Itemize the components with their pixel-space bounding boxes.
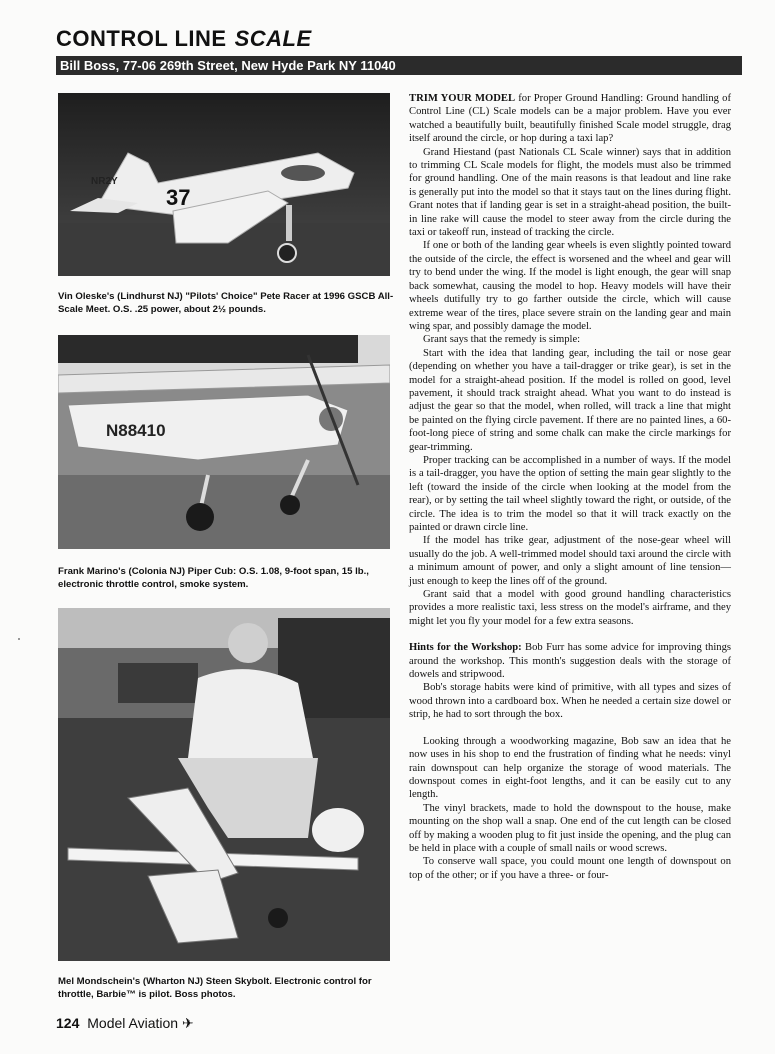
paragraph: To conserve wall space, you could mount one length of downspout on top of the other; or if you have a three- or four- (409, 856, 731, 881)
section-lead: TRIM YOUR MODEL (409, 93, 516, 104)
paragraph: Hints for the Workshop: Bob Furr has some advice for improving things around the workshop. This month's suggestion deals with the storage of dowels and stripwood. (409, 642, 731, 681)
photo-steen-skybolt (58, 608, 390, 961)
page-number: 124 (56, 1015, 80, 1031)
paragraph: If the model has trike gear, adjustment of the nose-gear wheel will usually do the job. A well-trimmed model should taxi around the circle with a minimum amount of power, and only a slight amount of line tension—just enough to keep the lines off of the ground. (409, 535, 731, 587)
paragraph: If one or both of the landing gear wheels is even slightly pointed toward the outside of the circle, the effect is worsened and the wheel and gear will try to bend under the wing. If the model is light enough, the gear will snap back somewhat, causing the model to hop. Heavy models will have their wheels dutifully try to go farther outside the circle, which will cause extreme wear of the tires, place severe strain on the landing gear and main wing spar, and possibly damage the model. (409, 240, 731, 332)
paragraph: Looking through a woodworking magazine, Bob saw an idea that he now uses in his shop to end the frustration of finding what he needs: vinyl rain downspout can help organize the storage of wood materials. The downspout comes in eight-foot lengths, and it can be easily cut to any length. (409, 735, 731, 801)
paragraph: The vinyl brackets, made to hold the downspout to the house, make mounting on the shop wall a snap. One end of the cut length can be closed off by making a wooden plug to fit just inside the opening, and the plug can be held in place with a couple of small nails or wood screws. (409, 802, 731, 854)
plane-registration: NR2Y (91, 176, 118, 187)
title-main: CONTROL LINE (56, 26, 227, 51)
photo-piper-cub (58, 335, 390, 549)
paragraph: Grand Hiestand (past Nationals CL Scale winner) says that in addition to trimming CL Scale models for flight, the models must also be trimmed for ground handling. One of the main reasons is that leadout and line rake is generally put into the model so that it stays taut on the lines during flight. Grant notes that if landing gear is set in a straight-ahead position, the built-in line rake will cause the model to steer away from the circle during the taxi or takeoff run, instead of tracking the circle. (409, 146, 731, 239)
race-number: 37 (166, 185, 191, 210)
page-title (56, 26, 312, 52)
photo-caption-1: Vin Oleske's (Lindhurst NJ) "Pilots' Choice" Pete Racer at 1996 GSCB All-Scale Meet. O.S. .25 power, about 2½ pounds. (58, 291, 394, 315)
scan-speck (18, 638, 20, 640)
magazine-name: Model Aviation (87, 1015, 179, 1031)
page-footer (56, 1015, 194, 1032)
photo-caption-3: Mel Mondschein's (Wharton NJ) Steen Skybolt. Electronic control for throttle, Barbie™ is pilot. Boss photos. (58, 976, 372, 1000)
title-accent: SCALE (234, 26, 312, 51)
photo-pete-racer (58, 93, 390, 276)
author-address-bar: Bill Boss, 77-06 269th Street, New Hyde Park NY 11040 (56, 56, 742, 75)
airplane-logo-icon: ✈ (181, 1015, 194, 1031)
paragraph: Bob's storage habits were kind of primitive, with all types and sizes of wood thrown into a cardboard box. When he needed a certain size dowel or strip, he had to sort through the box. (409, 682, 731, 721)
article-body (409, 92, 731, 882)
paragraph: Start with the idea that landing gear, including the tail or nose gear (depending on whether you have a tail-dragger or trike gear), is set in the model for a straight-ahead position. If the model is rolled on good, level pavement, it should track straight ahead. What you want to do instead is adjust the gear so that the model, when rolled, will track a line that might be painted on the flying circle pavement. If there are no painted lines, a 60-foot-long piece of string and some chalk can make the circle markings for gear-trimming. (409, 347, 731, 453)
paragraph: Grant says that the remedy is simple: (423, 334, 581, 346)
paragraph: Proper tracking can be accomplished in a number of ways. If the model is a tail-dragger, you have the option of setting the main gear slightly to the left (toward the inside of the circle when looking at the model from the rear), or by setting the tail wheel slightly toward the right, or outside, of the circle. The idea is to trim the model so that it will track exactly on the painted or drawn circle line. (409, 454, 731, 533)
cub-registration: N88410 (106, 421, 166, 440)
paragraph: Grant said that a model with good ground handling characteristics provides a more realistic taxi, less stress on the model's airframe, and they might let you fly your model for a few extra seasons. (409, 589, 731, 627)
section-lead: Hints for the Workshop: (409, 642, 522, 654)
photo-caption-2: Frank Marino's (Colonia NJ) Piper Cub: O.S. 1.08, 9-foot span, 15 lb., electronic throttle control, smoke system. (58, 566, 369, 590)
paragraph: TRIM YOUR MODEL for Proper Ground Handling: Ground handling of Control Line (CL) Scale models can be a major problem. Have you ever watched a beautifully built, beautifully finished Scale model struggle, drag itself around the circle, or hop during a taxi lap? (409, 93, 731, 145)
